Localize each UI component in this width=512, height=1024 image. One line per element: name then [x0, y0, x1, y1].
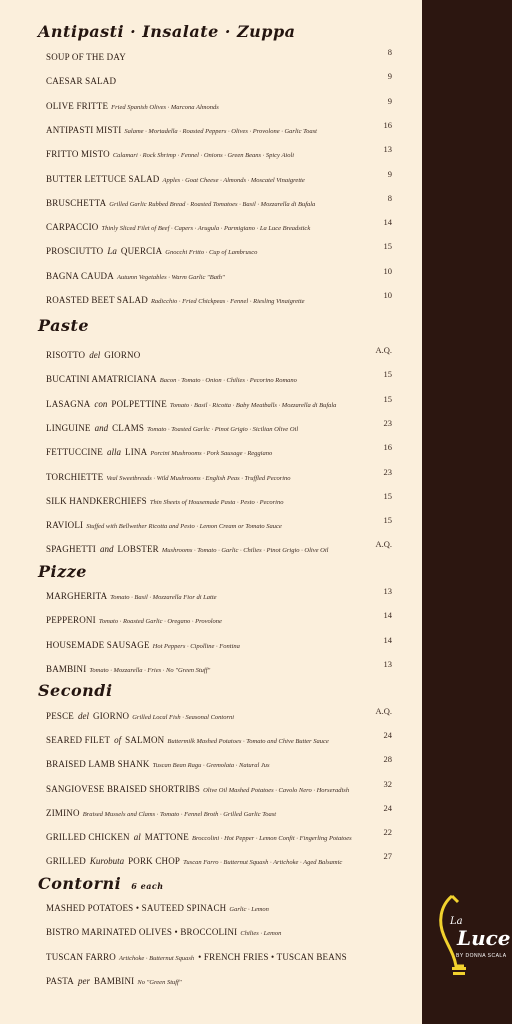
- menu-item: [46, 610, 392, 624]
- item-name: BUTTER LETTUCE SALAD: [46, 173, 160, 184]
- item-price: 10: [383, 265, 392, 276]
- menu-item: [46, 706, 392, 720]
- item-description: Braised Mussels and Clams · Tomato · Fennel Broth · Grilled Garlic Toast: [82, 810, 277, 818]
- item-description: Fried Spanish Olives · Marcona Almonds: [111, 103, 219, 111]
- item-description: No "Green Stuff": [137, 978, 182, 986]
- menu-item: [46, 539, 392, 553]
- item-description: Tuscan Farro · Butternut Squash · Artichoke · Aged Balsamic: [183, 859, 343, 867]
- item-description: Grilled Local Fish · Seasonal Contorni: [132, 714, 235, 721]
- item-name-cont: PORK CHOP: [128, 856, 181, 867]
- menu-item: [46, 851, 392, 865]
- item-price: 13: [383, 658, 392, 669]
- item-description: Hot Peppers · Cipolline · Fontina: [152, 642, 240, 650]
- item-description: Olive Oil Mashed Potatoes · Cavolo Nero · Horseradish: [203, 786, 350, 794]
- item-description: Garlic · Lemon: [229, 906, 269, 913]
- item-name: ANTIPASTI MISTI: [46, 124, 122, 135]
- item-connector: of: [114, 735, 122, 746]
- item-connector: per: [77, 975, 90, 986]
- item-name-cont: BAMBINI: [93, 975, 135, 986]
- item-name: SEARED FILET: [46, 735, 111, 746]
- menu-item: [46, 491, 392, 505]
- item-name-cont: POLPETTINE: [111, 398, 167, 409]
- item-name: MARGHERITA: [46, 591, 108, 601]
- menu-item: [46, 659, 392, 673]
- item-name: ZIMINO: [46, 807, 80, 818]
- item-price: 22: [383, 827, 392, 837]
- item-name-cont: QUERCIA: [120, 246, 163, 257]
- item-name-extra: • FRENCH FRIES • TUSCAN BEANS: [198, 951, 347, 962]
- logo-text-la: La: [450, 916, 463, 927]
- section-title-contorni: Contorni 6 each: [38, 874, 164, 893]
- section-title-antipasti: Antipasti · Insalate · Zuppa: [38, 22, 296, 41]
- item-connector: del: [89, 350, 101, 360]
- item-description: Tomato · Mozzarella · Fries · No "Green Stuff": [89, 666, 211, 674]
- item-name: LASAGNA: [46, 398, 91, 409]
- item-connector: alla: [107, 447, 122, 458]
- item-connector: La: [107, 246, 117, 257]
- item-price: 24: [383, 730, 392, 741]
- item-description: Tomato · Roasted Garlic · Oregano · Provolone: [98, 618, 222, 626]
- item-connector: con: [94, 398, 108, 409]
- menu-item: [46, 754, 392, 768]
- item-name: RISOTTO: [46, 350, 86, 360]
- item-name: BISTRO MARINATED OLIVES • BROCCOLINI: [46, 927, 238, 938]
- item-price: 14: [383, 634, 392, 645]
- item-description: Mushrooms · Tomato · Garlic · Chilies · Pinot Grigio · Olive Oil: [161, 547, 329, 555]
- item-name: BAGNA CAUDA: [46, 270, 114, 281]
- menu-item: [46, 779, 392, 793]
- item-price: 8: [387, 192, 392, 203]
- item-price: 15: [383, 515, 392, 526]
- item-name-cont: GIORNO: [104, 350, 141, 360]
- item-description: Tomato · Toasted Garlic · Pinot Grigio · Sicilian Olive Oil: [147, 425, 299, 433]
- brand-sidebar: [422, 0, 512, 1024]
- item-description: Apples · Goat Cheese · Almonds · Moscatel Vinaigrette: [162, 176, 305, 184]
- item-price: 13: [383, 144, 392, 155]
- menu-item: [46, 898, 392, 912]
- item-description: Calamari · Rock Shrimp · Fennel · Onions · Green Beans · Spicy Aioli: [112, 152, 295, 160]
- item-price: 32: [383, 778, 392, 789]
- menu-item: [46, 345, 392, 359]
- item-name: BRUSCHETTA: [46, 197, 107, 208]
- item-name: GRILLED CHICKEN: [46, 832, 130, 842]
- item-price: 13: [383, 586, 392, 596]
- menu-item: [46, 922, 392, 936]
- item-description: Artichoke · Butternut Squash: [119, 954, 195, 962]
- item-price: A.Q.: [375, 345, 392, 355]
- item-price: 15: [383, 490, 392, 501]
- item-price: 28: [383, 754, 392, 765]
- item-price: 16: [383, 442, 392, 453]
- item-description: Radicchio · Fried Chickpeas · Fennel · Riesling Vinaigrette: [150, 298, 305, 305]
- item-description: Buttermilk Mashed Potatoes · Tomato and Chive Butter Sauce: [167, 738, 329, 746]
- item-description: Veal Sweetbreads · Wild Mushrooms · English Peas · Truffled Pecorino: [106, 474, 291, 482]
- item-name: CAESAR SALAD: [46, 76, 117, 87]
- item-description: Thinly Sliced Filet of Beef · Capers · Arugula · Parmigiano · La Luce Breadstick: [101, 225, 311, 233]
- item-name: SILK HANDKERCHIEFS: [46, 495, 147, 506]
- item-connector: Kurobuta: [89, 856, 125, 867]
- item-name: FRITTO MISTO: [46, 149, 110, 160]
- item-description: Broccolini · Hot Pepper · Lemon Confit · Fingerling Potatoes: [192, 835, 352, 842]
- menu-item: [46, 394, 392, 408]
- item-name-cont: MATTONE: [144, 832, 189, 842]
- item-description: Salame · Mortadella · Roasted Peppers · Olives · Provolone · Garlic Toast: [124, 127, 317, 135]
- item-name: LINGUINE: [46, 422, 91, 433]
- item-price: 16: [383, 119, 392, 130]
- item-price: 9: [387, 71, 392, 82]
- logo-tagline: BY DONNA SCALA: [456, 953, 507, 959]
- menu-item: [46, 217, 392, 231]
- item-connector: del: [78, 711, 90, 721]
- item-name: FETTUCCINE: [46, 447, 103, 458]
- item-name: CARPACCIO: [46, 222, 99, 233]
- item-name: TUSCAN FARRO: [46, 951, 116, 962]
- item-name: SOUP OF THE DAY: [46, 52, 126, 62]
- item-name-cont: CLAMS: [112, 422, 145, 433]
- item-name: SANGIOVESE BRAISED SHORTRIBS: [46, 783, 201, 794]
- item-price: 15: [383, 393, 392, 404]
- item-name: OLIVE FRITTE: [46, 100, 109, 111]
- item-connector: al: [133, 832, 141, 842]
- menu-item: [46, 635, 392, 649]
- item-description: Thin Sheets of Housemade Pasta · Pesto · Pecorino: [149, 498, 284, 506]
- section-title-pizze: Pizze: [38, 562, 87, 581]
- item-connector: and: [99, 544, 114, 555]
- item-name-cont: GIORNO: [93, 711, 130, 721]
- item-description: Tuscan Bean Ragu · Gremolata · Natural Jus: [152, 762, 270, 770]
- item-name-cont: LOBSTER: [117, 544, 159, 555]
- menu-item: [46, 47, 392, 61]
- item-name: BRAISED LAMB SHANK: [46, 759, 150, 770]
- item-price: 10: [383, 290, 392, 300]
- item-price: 27: [383, 851, 392, 862]
- section-title-secondi: Secondi: [38, 681, 113, 700]
- menu-item: [46, 971, 392, 985]
- item-description: Stuffed with Bellwether Ricotta and Pesto · Lemon Cream or Tomato Sauce: [86, 523, 282, 531]
- item-price: A.Q.: [375, 539, 392, 550]
- section-title-paste: Paste: [38, 316, 90, 335]
- item-price: 14: [383, 610, 392, 621]
- item-name: PEPPERONI: [46, 615, 96, 626]
- item-price: 23: [383, 417, 392, 428]
- menu-item: [46, 71, 392, 85]
- item-description: Chilies · Lemon: [240, 930, 282, 938]
- item-name: TORCHIETTE: [46, 471, 104, 482]
- item-description: Autumn Vegetables · Warm Garlic "Bath": [116, 273, 225, 281]
- menu-item: [46, 827, 392, 841]
- menu-item: [46, 947, 392, 961]
- item-name: PASTA: [46, 975, 74, 986]
- item-price: 8: [387, 47, 392, 57]
- menu-item: [46, 442, 392, 456]
- item-price: 24: [383, 802, 392, 813]
- item-description: Grilled Garlic Rubbed Bread · Roasted Tomatoes · Basil · Mozzarella di Bufala: [109, 200, 316, 208]
- item-description: Tomato · Basil · Ricotta · Baby Meatballs · Mozzarella di Bufala: [169, 401, 337, 409]
- section-note: 6 each: [131, 881, 164, 891]
- item-name: GRILLED: [46, 856, 86, 867]
- menu-item: [46, 169, 392, 183]
- item-name: HOUSEMADE SAUSAGE: [46, 639, 150, 650]
- item-description: Gnocchi Fritto · Cup of Lambrusco: [165, 249, 258, 257]
- item-price: 15: [383, 241, 392, 252]
- menu-item: [46, 144, 392, 158]
- item-name: PROSCIUTTO: [46, 246, 104, 257]
- menu-item: [46, 290, 392, 304]
- menu-item: [46, 586, 392, 600]
- item-name: MASHED POTATOES • SAUTEED SPINACH: [46, 903, 227, 913]
- item-name: PESCE: [46, 711, 75, 721]
- menu-item: [46, 467, 392, 481]
- item-name: BUCATINI AMATRICIANA: [46, 374, 157, 385]
- menu-item: [46, 515, 392, 529]
- item-price: 9: [387, 95, 392, 106]
- menu-item: [46, 266, 392, 280]
- item-description: Bacon · Tomato · Onion · Chilies · Pecorino Romano: [159, 377, 297, 385]
- menu-item: [46, 96, 392, 110]
- item-description: Tomato · Basil · Mozzarella Fior di Latte: [110, 594, 217, 601]
- item-price: 15: [383, 369, 392, 380]
- item-name-cont: SALMON: [125, 735, 165, 746]
- menu-item: [46, 418, 392, 432]
- logo-text-luce: Luce: [457, 926, 511, 950]
- item-price: 14: [383, 217, 392, 228]
- item-name: SPAGHETTI: [46, 544, 96, 555]
- menu-item: [46, 730, 392, 744]
- item-name: RAVIOLI: [46, 520, 84, 531]
- item-price: 9: [387, 168, 392, 179]
- item-name: ROASTED BEET SALAD: [46, 295, 148, 305]
- item-price: A.Q.: [375, 706, 392, 716]
- item-price: 23: [383, 466, 392, 477]
- menu-item: [46, 803, 392, 817]
- menu-item: [46, 369, 392, 383]
- item-name-cont: LINA: [125, 447, 148, 458]
- menu-item: [46, 241, 392, 255]
- menu-item: [46, 193, 392, 207]
- menu-item: [46, 120, 392, 134]
- item-connector: and: [94, 422, 109, 433]
- item-name: BAMBINI: [46, 663, 87, 674]
- item-description: Porcini Mushrooms · Pork Sausage · Reggiano: [150, 450, 273, 458]
